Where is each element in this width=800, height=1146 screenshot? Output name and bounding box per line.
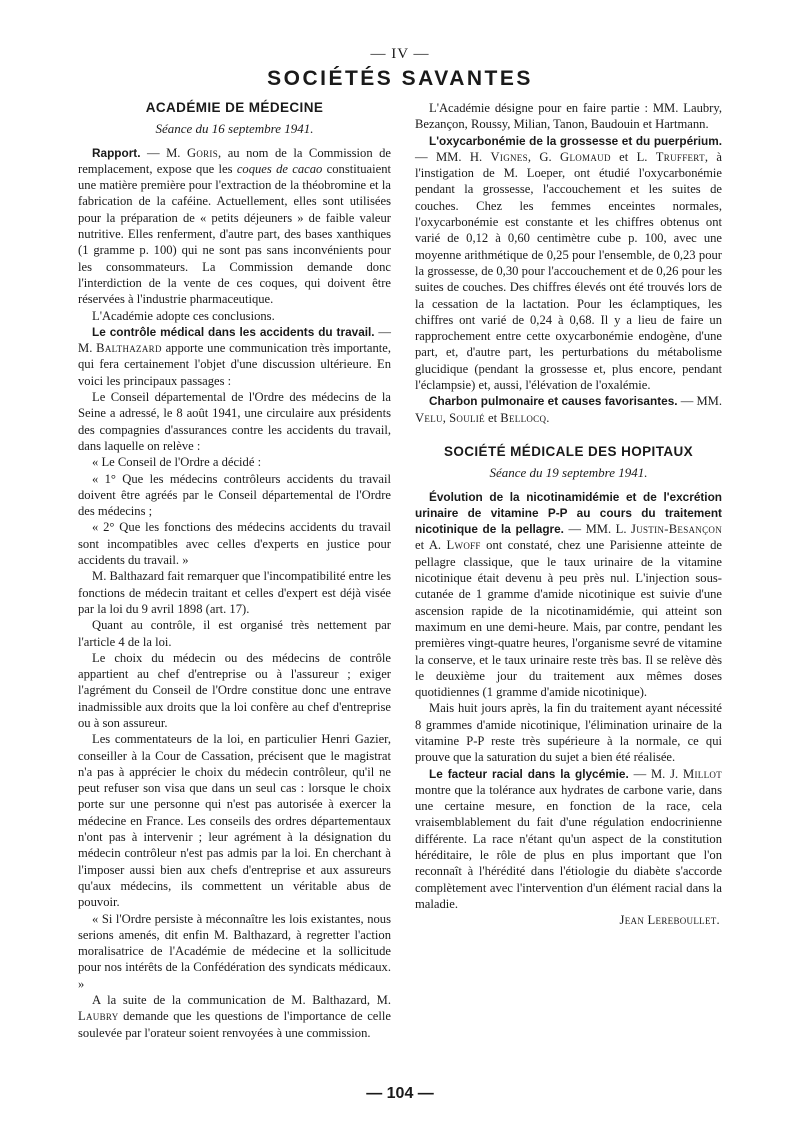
charbon-label: Charbon pulmonaire et causes favorisantes. — [429, 394, 678, 409]
nicotin-paragraph: Évolution de la nicotinamidémie et de l'excrétion urinaire de vitamine P-P au cours du traitement nicotinique de la pellagre. — MM. L. Justin-Besançon et A. Lwoff ont constaté, chez une Parisienne atteinte de pellagre classique, que le taux urinaire de la vitamine nicotinique était devenu à peu près nul. L'injection sous-cutanée de 1 gramme d'amide nicotinique est suivie d'une ascension rapide de la nicotinamidémie, qui atteint son maximum en une demi-heure. Mais, par contre, pendant les premières vingt-quatre heures, l'organisme sevré de vitamine la conserve, et le taux urinaire reste très bas. Il se relève dès le deuxième jour du traitement aux mêmes doses quotidiennes (1 gramme d'amide nicotinique). — [415, 489, 722, 700]
author-name: Bellocq — [500, 410, 547, 425]
suite-paragraph: A la suite de la communication de M. Balthazard, M. Laubry demande que les questions de l'importance de celle soulevée par l'orateur soient renvoyées à une commission. — [78, 993, 391, 1040]
author-name: Vignes — [490, 149, 528, 164]
choix-paragraph: Le choix du médecin ou des médecins de contrôle appartient au chef d'entreprise ou à l'assureur ; exiger l'agrément du Conseil de l'Ordre constitue donc une entrave inadmissible aux droits que la loi confère au chef d'entreprise ou à son assureur. — [78, 650, 391, 730]
author-name: Lwoff — [446, 538, 481, 553]
left-column — [78, 100, 391, 1041]
commentateurs-paragraph: Les commentateurs de la loi, en particulier Henri Gazier, conseiller à la Cour de Cassation, précisent que le magistrat n'a pas à apprécier le choix du médecin contrôleur, qu'il ne peut refuser son visa que dans un seul cas : lorsque le choix porte sur une personne qui n'est pas autorisée à exercer la médecine en France. Les conseils des ordres départementaux n'ont pas à intervenir ; leur agrément à la désignation du médecin contrôleur n'est pas admis par la loi. En cherchant à l'imposer aussi bien aux chefs d'entreprise et aux assureurs qu'aux médecins, ils commettent un véritable abus de pouvoir. — [78, 732, 391, 910]
author-name: Glomaud — [560, 149, 611, 164]
controle-paragraph: Le contrôle médical dans les accidents du travail. — M. Balthazard apporte une communication très importante, qui fera certainement l'objet d'une discussion ultérieure. En voici les principaux passages : — [78, 324, 392, 388]
rapport-label: Rapport. — [92, 145, 141, 160]
signature: Jean Lereboullet. — [619, 913, 720, 928]
author-name: Goris — [186, 145, 219, 160]
right-column — [415, 100, 722, 929]
quant-paragraph: Quant au contrôle, il est organisé très nettement par l'article 4 de la loi. — [78, 618, 391, 649]
huit-jours-paragraph: Mais huit jours après, la fin du traitement ayant nécessité 8 grammes d'amide nicotinique, l'élimination urinaire de la vitamine P-P reste très supérieure à la normale, ce qui prouve que la saturation du sujet a bien été réalisée. — [415, 701, 722, 765]
author-name: Truffert — [655, 149, 705, 164]
academie-heading: ACADÉMIE DE MÉDECINE — [145, 100, 324, 115]
racial-label: Le facteur racial dans la glycémie. — [429, 766, 629, 781]
nicotin-label: Évolution de la nicotinamidémie et de l'excrétion urinaire de vitamine P-P au cours du traitement nicotinique de la pellagre. — [415, 489, 722, 537]
quote-paragraph: « 2° Que les fonctions des médecins accidents du travail sont incompatibles avec celles d'experts en justice pour accidents du travail. » — [78, 520, 391, 568]
remarque-paragraph: M. Balthazard fait remarquer que l'incompatibilité entre les fonctions de médecin traitant et celles d'expert est déjà visée par la loi du 9 avril 1898 (art. 17). — [78, 569, 391, 616]
quote-paragraph: « Le Conseil de l'Ordre a décidé : — [92, 455, 262, 470]
charbon-paragraph: Charbon pulmonaire et causes favorisantes. — MM. Velu, Soulié et Bellocq. — [415, 394, 722, 425]
academie-seance-date: Séance du 16 septembre 1941. — [155, 121, 314, 137]
running-head: — IV — — [370, 46, 430, 62]
author-name: Laubry — [78, 1009, 119, 1024]
conseil-paragraph: Le Conseil départemental de l'Ordre des médecins de la Seine a adressé, le 8 août 1941, une circulaire aux présidents des compagnies d'assurances contre les accidents du travail, dans laquelle on relève : — [78, 390, 391, 453]
author-name: Balthazard — [96, 341, 162, 356]
author-name: Millot — [683, 766, 722, 781]
rapport-paragraph: Rapport. — M. Goris, au nom de la Commission de remplacement, expose que les coques de cacao constituaient une matière première pour l'extraction de la théobromine et la fabrication de la caféine. Actuellement, elles sont utilisées pour la préparation de « petits déjeuners » de faible valeur nutritive. Elles renferment, d'autre part, des bases xanthiques (1 gramme p. 100) qui ne sont pas sans inconvénients pour les consommateurs. La Commission demande donc l'interdiction de la vente de ces coques, qui doivent être réservées à l'industrie pharmaceutique. — [78, 145, 391, 307]
adopte-paragraph: L'Académie adopte ces conclusions. — [92, 308, 275, 323]
quote-paragraph: « Si l'Ordre persiste à méconnaître les lois existantes, nous serions amenés, dit enfin M. Balthazard, à regretter l'action moralisatrice de l'Académie de médecine et la sollicitude pour nos intérêts de la Confédération des syndicats médicaux. » — [78, 911, 391, 991]
italic-term: coques de cacao — [236, 161, 323, 176]
oxy-label: L'oxycarbonémie de la grossesse et du puerpérium. — [429, 133, 722, 148]
section-gap — [415, 426, 722, 444]
oxy-paragraph: L'oxycarbonémie de la grossesse et du puerpérium. — MM. H. Vignes, G. Glomaud et L. Truffert, à l'instigation de M. Loeper, ont étudié l'oxycarbonémie pendant la grossesse, l'accouchement et les suites de couches. Chez les femmes enceintes normales, l'oxycarbonémie est constante et les chiffres obtenus ont varié de 0,12 à 0,60 centimètre cube p. 100, avec une moyenne arithmétique de 0,25 pour l'ensemble, de 0,23 pour la grossesse, de 0,30 pour l'accouchement et de 0,26 pour les suites de couches. Des chiffres élevés ont été trouvés lors de la cessation de la lactation. Pour les éclamptiques, les chiffres ont varié de 0,24 à 0,68. Il y a lieu de faire un rapprochement entre cette oxycarbonémie endogène, d'une part, et, d'autre part, les perturbations du métabolisme glucidique (pendant la grossesse et, plus encore, pendant l'éclampsie) et, aussi, l'élévation de l'oxalémie. — [415, 133, 722, 393]
author-name: Justin-Besançon — [631, 522, 722, 537]
designe-paragraph: L'Académie désigne pour en faire partie : MM. Laubry, Bezançon, Roussy, Milian, Tanon, Baudouin et Hartmann. — [415, 101, 722, 132]
controle-label: Le contrôle médical dans les accidents du travail. — [92, 324, 375, 339]
author-name: Velu — [415, 410, 443, 425]
racial-paragraph: Le facteur racial dans la glycémie. — M. J. Millot montre que la tolérance aux hydrates de carbone varie, dans une certaine mesure, en fonction de la race, cela vraisemblablement du fait d'une régulation endocrinienne différente. La race n'étant qu'un aspect de la constitution héréditaire, le rôle de plus en plus important que l'on reconnaît à l'hérédité dans l'étiologie du diabète s'accorde complètement avec l'intervention d'un élément racial dans la maladie. — [415, 766, 722, 911]
hopitaux-heading: SOCIÉTÉ MÉDICALE DES HOPITAUX — [443, 443, 694, 459]
hopitaux-seance-date: Séance du 19 septembre 1941. — [489, 465, 648, 481]
author-name: Soulié — [449, 410, 485, 425]
page-number: — 104 — — [366, 1085, 434, 1102]
section-title: SOCIÉTÉS SAVANTES — [267, 67, 533, 90]
quote-paragraph: « 1° Que les médecins contrôleurs accidents du travail doivent être agréés par le Conseil départemental de l'Ordre des médecins ; — [78, 471, 391, 519]
